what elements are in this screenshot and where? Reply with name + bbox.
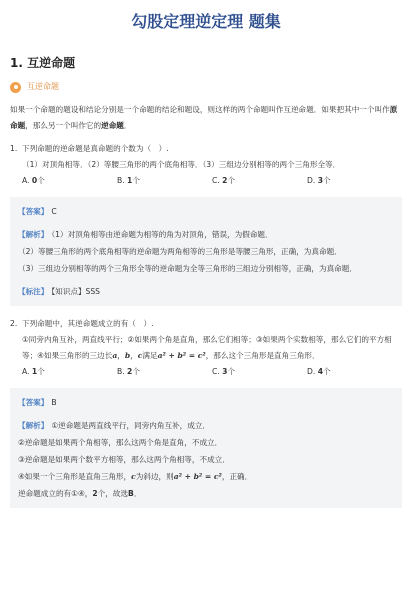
answer-tag: 【答案】 (18, 207, 49, 216)
equation: a² + b² = c² (157, 351, 206, 360)
analysis-line: （3）三组边分别相等的两个三角形全等的逆命题为全等三角形的三组边分别相等，正确，为真命题． (18, 264, 357, 273)
definition-term-converse: 逆命题 (101, 121, 124, 130)
equation: a² + b² = c² (173, 472, 222, 481)
question-2 (10, 316, 402, 380)
options-row (10, 173, 402, 189)
analysis-tag: 【解析】 (18, 230, 49, 239)
definition-text: ，那么另一个叫作它的 (25, 121, 102, 130)
answer-line (18, 394, 394, 411)
answer-tag: 【答案】 (18, 398, 49, 407)
option-d[interactable]: D. 3个 (307, 176, 331, 185)
option-b[interactable]: B. 2个 (117, 367, 140, 376)
option-c[interactable]: C. 3个 (212, 367, 236, 376)
option-a[interactable]: A. 1个 (22, 367, 45, 376)
conclusion-line: 逆命题成立的有①④，2个，故选B． (18, 489, 142, 498)
analysis-tag: 【解析】 (18, 421, 49, 430)
option-d[interactable]: D. 4个 (307, 367, 331, 376)
option-a[interactable]: A. 0个 (22, 176, 45, 185)
note-tag: 【标注】 (18, 287, 49, 296)
answer-line (18, 203, 394, 220)
document-title: 勾股定理逆定理 题集 (131, 12, 281, 31)
analysis-line: 【解析】 （1）对顶角相等由逆命题为相等的角为对顶角，错误，为假命题． (18, 230, 273, 239)
analysis-line: （2）等腰三角形的两个底角相等的逆命题为两角相等的三角形是等腰三角形，正确，为真命题． (18, 247, 342, 256)
lightbulb-icon (10, 82, 21, 93)
definition-term-original: 原命题 (10, 105, 398, 130)
definition-paragraph (10, 102, 402, 134)
question-number: 1. (10, 144, 18, 153)
option-b[interactable]: B. 1个 (117, 176, 140, 185)
note-line: 【标注】 【知识点】SSS (18, 287, 101, 296)
topic-row (10, 80, 402, 94)
analysis-line: ②逆命题是如果两个角相等，那么这两个角是直角，不成立． (18, 438, 223, 447)
question-stem: 下列命题中，其逆命题成立的有（ ）. (22, 319, 154, 328)
question-detail: （1）对顶角相等．（2）等腰三角形的两个底角相等．（3）三组边分别相等的两个三角形全等． (22, 160, 341, 169)
section-title: 1. 互逆命题 (10, 56, 76, 70)
answer-box-1 (10, 197, 402, 306)
answer-box-2 (10, 388, 402, 508)
option-c[interactable]: C. 2个 (212, 176, 236, 185)
answer-value: B (51, 398, 57, 407)
question-number: 2. (10, 319, 18, 328)
definition-text: ． (123, 121, 132, 130)
question-1 (10, 141, 402, 189)
analysis-line: ③逆命题是如果两个数平方相等，那么这两个角相等，不成立． (18, 455, 230, 464)
definition-text: 如果一个命题的题设和结论分别是一个命题的结论和题设，则这样的两个命题叫作互逆命题．如果把其中一个叫作 (10, 105, 390, 114)
options-row (10, 364, 402, 380)
analysis-line: 【解析】 ①逆命题是两直线平行，同旁内角互补，成立． (18, 421, 211, 430)
answer-value: C (51, 207, 57, 216)
question-stem: 下列命题的逆命题是真命题的个数为（ ）. (22, 144, 169, 153)
question-detail: ①同旁内角互补，两直线平行；②如果两个角是直角，那么它们相等；③如果两个实数相等，那么它们的平方相等；④如果三角形的三边长a，b，c满足a² + b² = c²，那么这个三角形是直角三角形． (22, 335, 392, 360)
analysis-line: ④如果一个三角形是直角三角形，c为斜边，则a² + b² = c²，正确． (18, 472, 253, 481)
topic-label: 互逆命题 (27, 82, 59, 91)
